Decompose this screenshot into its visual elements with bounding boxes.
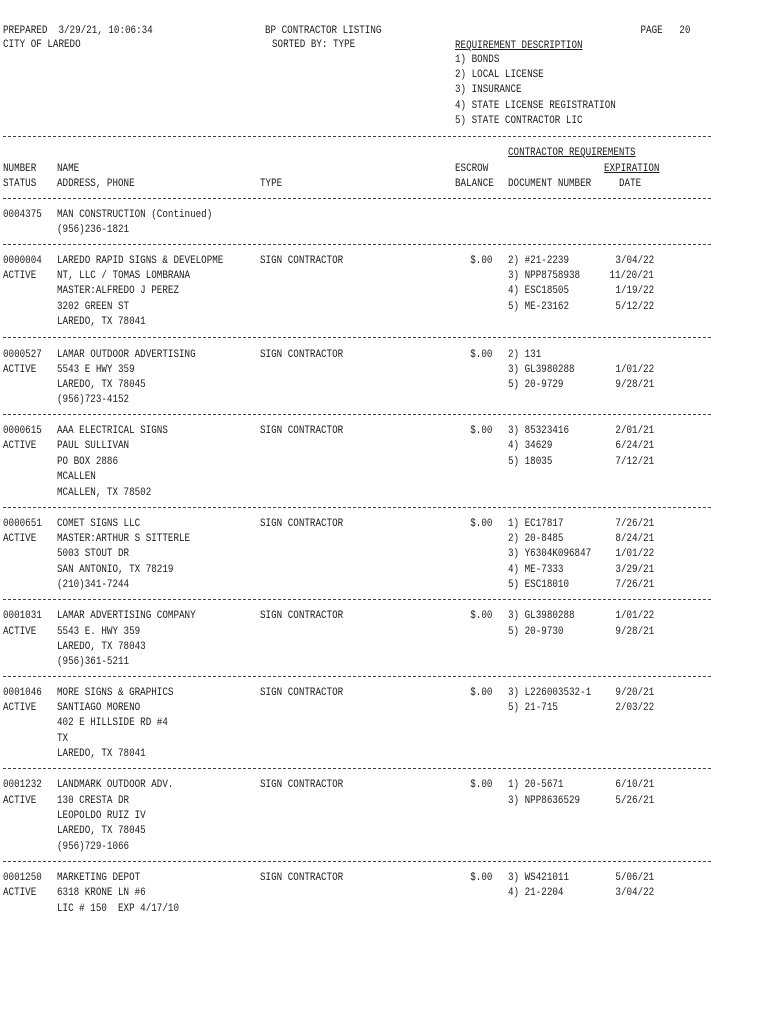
expiration-date: 2/03/22 [615,702,654,714]
record-line: 3202 GREEN ST [57,301,130,313]
document-number: 3) GL3980288 [508,364,575,376]
record-status: ACTIVE [3,626,37,638]
divider [3,768,711,769]
document-number: 4) ME-7333 [508,564,564,576]
document-number: 4) ESC18505 [508,285,570,297]
record-line: COMET SIGNS LLC [57,518,141,530]
document-number: 4) 21-2204 [508,887,564,899]
expiration-date: 5/26/21 [615,795,654,807]
document-number: 3) 85323416 [508,425,570,437]
document-number: 2) 20-8485 [508,533,564,545]
divider [3,337,711,338]
prepared-stamp: PREPARED 3/29/21, 10:06:34 [3,25,153,37]
record-type: SIGN CONTRACTOR [260,518,344,530]
record-line: PAUL SULLIVAN [57,440,130,452]
record-number: 0001046 [3,687,42,699]
document-number: 2) #21-2239 [508,255,570,267]
record-line: MASTER:ALFREDO J PEREZ [57,285,179,297]
record-line: (956)236-1821 [57,224,130,236]
record-status: ACTIVE [3,270,37,282]
record-line: 5003 STOUT DR [57,548,130,560]
record-status: ACTIVE [3,887,37,899]
record-line: 5543 E. HWY 359 [57,626,141,638]
divider [3,676,711,677]
expiration-date: 6/10/21 [615,779,654,791]
document-number: 5) 18035 [508,456,553,468]
record-line: SAN ANTONIO, TX 78219 [57,564,174,576]
record-number: 0000527 [3,349,42,361]
record-status: ACTIVE [3,702,37,714]
escrow-balance: $.00 [469,518,492,530]
divider [3,599,711,600]
record-line: LEOPOLDO RUIZ IV [57,810,146,822]
expiration-date: 3/04/22 [615,887,654,899]
record-type: SIGN CONTRACTOR [260,687,344,699]
expiration-date: 7/26/21 [615,518,654,530]
record-line: NT, LLC / TOMAS LOMBRANA [57,270,191,282]
expiration-date: 9/28/21 [615,379,654,391]
escrow-balance: $.00 [469,349,492,361]
record-type: SIGN CONTRACTOR [260,779,344,791]
record-line: LAMAR ADVERTISING COMPANY [57,610,196,622]
expiration-date: 5/12/22 [615,301,654,313]
expiration-date: 7/12/21 [615,456,654,468]
record-number: 0000004 [3,255,42,267]
record-line: LAREDO, TX 78043 [57,641,146,653]
record-type: SIGN CONTRACTOR [260,872,344,884]
record-line: LAMAR OUTDOOR ADVERTISING [57,349,196,361]
expiration-date: 1/01/22 [615,548,654,560]
column-header-address: ADDRESS, PHONE [57,178,135,190]
record-line: 6318 KRONE LN #6 [57,887,146,899]
record-line: SANTIAGO MORENO [57,702,141,714]
escrow-balance: $.00 [469,872,492,884]
record-number: 0000615 [3,425,42,437]
record-type: SIGN CONTRACTOR [260,255,344,267]
record-line: LAREDO, TX 78041 [57,748,146,760]
record-line: MORE SIGNS & GRAPHICS [57,687,174,699]
escrow-balance: $.00 [469,779,492,791]
record-type: SIGN CONTRACTOR [260,425,344,437]
requirement-item: 3) INSURANCE [455,84,522,96]
sort-order: SORTED BY: TYPE [272,39,356,51]
divider [3,198,711,199]
requirement-description-title: REQUIREMENT DESCRIPTION [455,40,583,52]
record-type: SIGN CONTRACTOR [260,610,344,622]
divider [3,507,711,508]
record-line: MASTER:ARTHUR S SITTERLE [57,533,191,545]
escrow-balance: $.00 [469,425,492,437]
record-line: MCALLEN [57,471,96,483]
document-number: 3) L226003532-1 [508,687,592,699]
divider [3,136,711,137]
column-header-name: NAME [57,163,80,175]
record-line: (210)341-7244 [57,579,130,591]
expiration-date: 7/26/21 [615,579,654,591]
document-number: 1) 20-5671 [508,779,564,791]
expiration-date: 5/06/21 [615,872,654,884]
contractor-requirements-heading: CONTRACTOR REQUIREMENTS [508,147,636,159]
column-header-status: STATUS [3,178,37,190]
divider [3,861,711,862]
record-line: TX [57,733,69,745]
column-header-type: TYPE [260,178,283,190]
record-number: 0000651 [3,518,42,530]
document-number: 5) ME-23162 [508,301,570,313]
document-number: 4) 34629 [508,440,553,452]
record-type: SIGN CONTRACTOR [260,349,344,361]
escrow-balance: $.00 [469,687,492,699]
record-number: 0001031 [3,610,42,622]
record-line: (956)723-4152 [57,394,130,406]
expiration-date: 1/01/22 [615,364,654,376]
column-header-expiration: EXPIRATION [604,163,660,175]
record-status: ACTIVE [3,364,37,376]
city-name: CITY OF LAREDO [3,39,81,51]
expiration-date: 1/01/22 [615,610,654,622]
record-line: 130 CRESTA DR [57,795,130,807]
document-number: 2) 131 [508,349,542,361]
expiration-date: 3/29/21 [615,564,654,576]
requirement-item: 1) BONDS [455,54,500,66]
record-line: PO BOX 2886 [57,456,119,468]
expiration-date: 6/24/21 [615,440,654,452]
expiration-date: 3/04/22 [615,255,654,267]
requirement-item: 5) STATE CONTRACTOR LIC [455,115,583,127]
column-header-balance: BALANCE [455,178,494,190]
expiration-date: 9/20/21 [615,687,654,699]
expiration-date: 11/20/21 [609,270,654,282]
record-line: (956)729-1066 [57,841,130,853]
document-number: 1) EC17817 [508,518,564,530]
document-number: 3) WS421011 [508,872,570,884]
record-line: 5543 E HWY 359 [57,364,135,376]
expiration-date: 1/19/22 [615,285,654,297]
document-number: 3) NPP8758938 [508,270,581,282]
record-line: LAREDO, TX 78045 [57,825,146,837]
document-number: 3) Y6304K096847 [508,548,592,560]
record-line: LAREDO, TX 78041 [57,316,146,328]
record-line: (956)361-5211 [57,656,130,668]
record-line: LAREDO, TX 78045 [57,379,146,391]
document-number: 5) ESC18010 [508,579,570,591]
record-line: MCALLEN, TX 78502 [57,487,152,499]
requirement-item: 2) LOCAL LICENSE [455,69,544,81]
record-status: ACTIVE [3,795,37,807]
document-number: 5) 20-9729 [508,379,564,391]
document-number: 5) 21-715 [508,702,558,714]
record-status: ACTIVE [3,533,37,545]
record-number: 0004375 [3,209,42,221]
column-header-date: DATE [619,178,642,190]
record-line: LAREDO RAPID SIGNS & DEVELOPME [57,255,224,267]
column-header-escrow: ESCROW [455,163,489,175]
column-header-document-number: DOCUMENT NUMBER [508,178,592,190]
record-line: AAA ELECTRICAL SIGNS [57,425,168,437]
page-number: PAGE 20 [640,25,690,37]
document-number: 5) 20-9730 [508,626,564,638]
record-line: LIC # 150 EXP 4/17/10 [57,903,179,915]
divider [3,244,711,245]
record-line: MARKETING DEPOT [57,872,141,884]
record-line: 402 E HILLSIDE RD #4 [57,717,168,729]
expiration-date: 2/01/21 [615,425,654,437]
column-header-number: NUMBER [3,163,37,175]
expiration-date: 8/24/21 [615,533,654,545]
escrow-balance: $.00 [469,610,492,622]
expiration-date: 9/28/21 [615,626,654,638]
record-number: 0001250 [3,872,42,884]
record-number: 0001232 [3,779,42,791]
escrow-balance: $.00 [469,255,492,267]
record-line: LANDMARK OUTDOOR ADV. [57,779,174,791]
requirement-item: 4) STATE LICENSE REGISTRATION [455,100,616,112]
document-number: 3) GL3980288 [508,610,575,622]
divider [3,414,711,415]
report-title: BP CONTRACTOR LISTING [265,25,382,37]
document-number: 3) NPP8636529 [508,795,581,807]
record-line: MAN CONSTRUCTION (Continued) [57,209,213,221]
record-status: ACTIVE [3,440,37,452]
